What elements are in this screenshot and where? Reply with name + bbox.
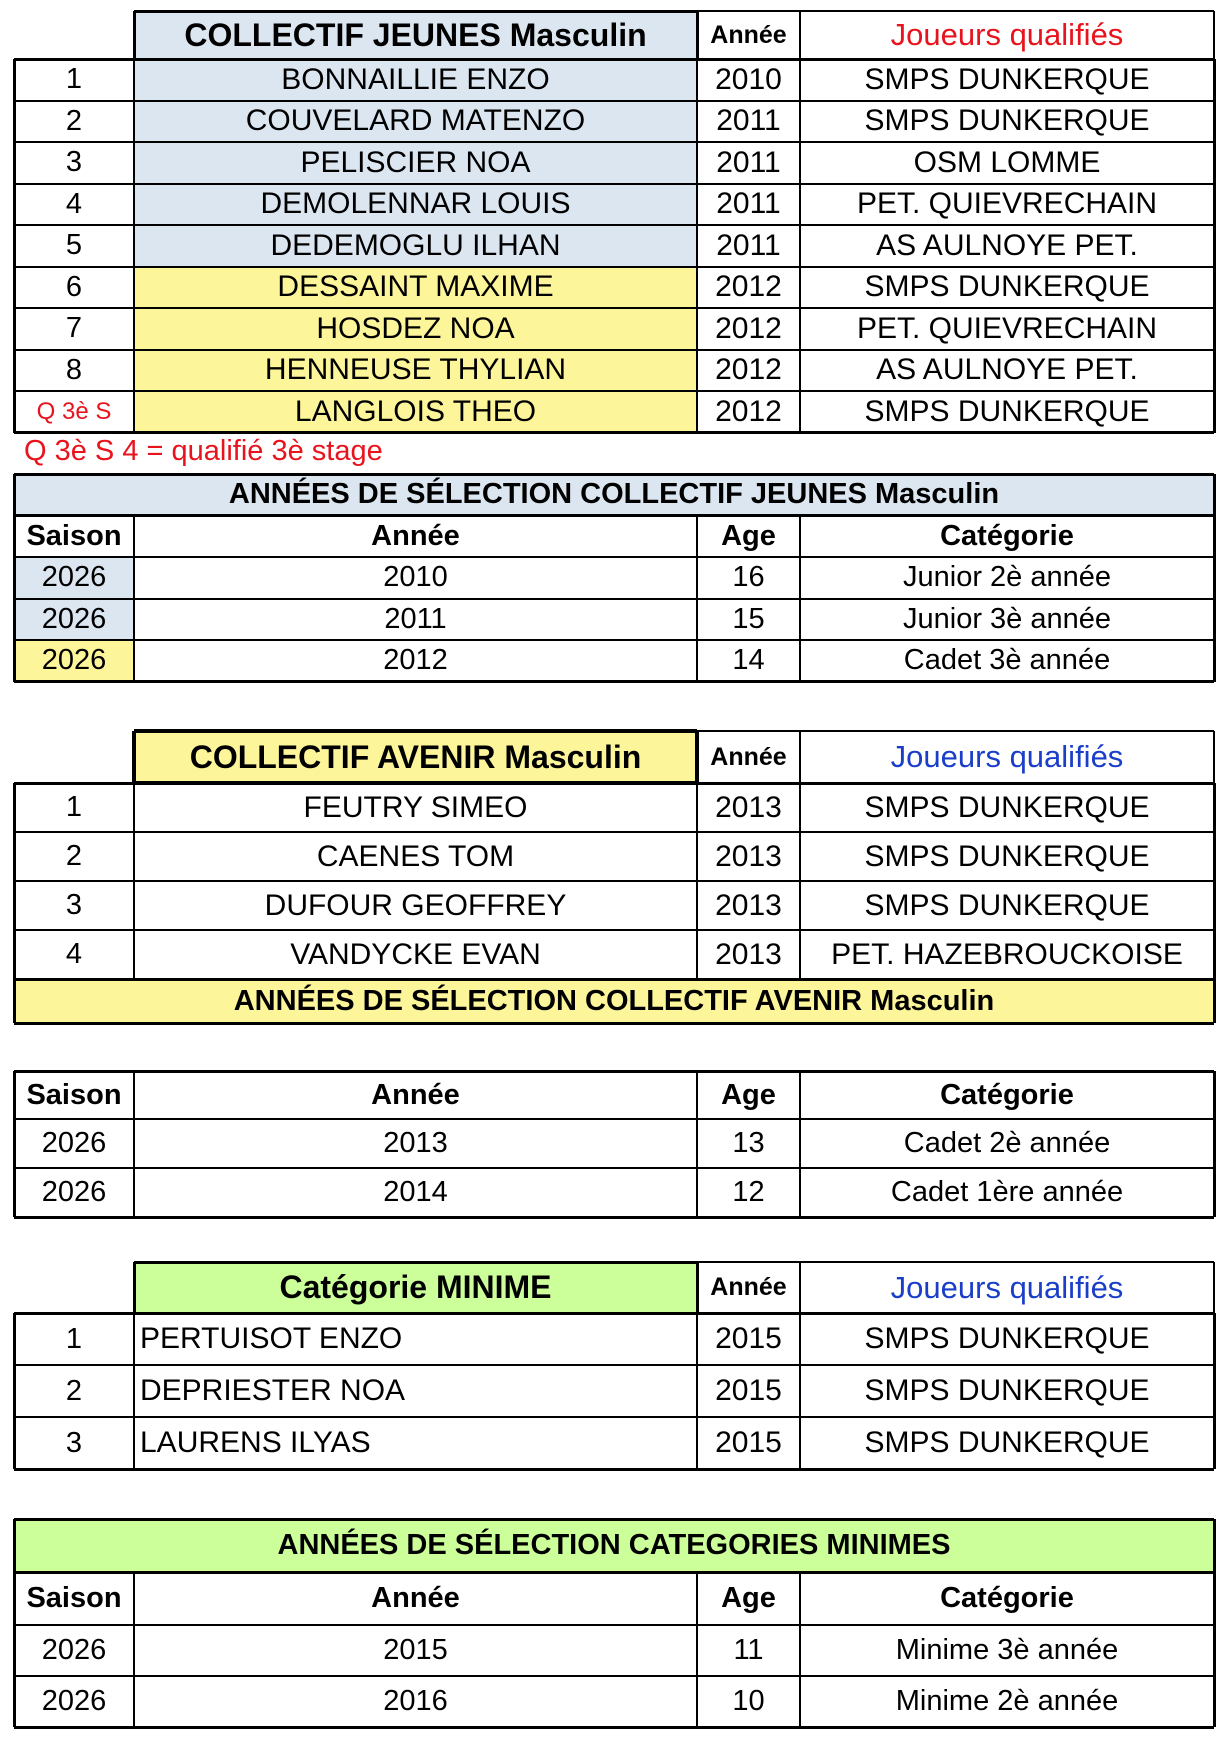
table-border: [14, 929, 1214, 931]
selection-age: 15: [732, 602, 765, 635]
table-border: [14, 1675, 1214, 1677]
player-rank: 3: [65, 889, 83, 921]
player-name: CAENES TOM: [316, 839, 515, 873]
selection-column-header: Année: [371, 519, 460, 552]
selection-category: Cadet 3è année: [903, 644, 1111, 677]
player-year: 2013: [715, 839, 782, 873]
player-year: 2010: [715, 62, 782, 96]
selection-column-header: Age: [721, 1078, 776, 1111]
player-club: SMPS DUNKERQUE: [864, 839, 1150, 873]
player-club: OSM LOMME: [913, 145, 1101, 179]
player-year: 2015: [715, 1322, 782, 1355]
table-border: [14, 1364, 1214, 1366]
table-border: [13, 1572, 16, 1727]
table-border: [132, 731, 136, 783]
table-border: [799, 11, 801, 59]
table-border: [1213, 731, 1215, 783]
player-club: SMPS DUNKERQUE: [864, 1426, 1150, 1459]
player-club: AS AULNOYE PET.: [876, 228, 1138, 262]
player-year: 2015: [715, 1426, 782, 1459]
player-club: PET. QUIEVRECHAIN: [856, 311, 1158, 345]
player-name: HOSDEZ NOA: [134, 308, 697, 350]
selection-column-header: Saison: [26, 519, 122, 552]
table-border: [1213, 1313, 1216, 1469]
table-border: [799, 59, 801, 433]
player-year: 2015: [715, 1374, 782, 1407]
table-border: [1213, 474, 1216, 515]
year-column-header: Année: [710, 742, 787, 771]
selection-age: 12: [732, 1176, 765, 1208]
player-name: DEMOLENNAR LOUIS: [134, 184, 697, 226]
selection-column-header: Catégorie: [940, 1078, 1074, 1111]
table-border: [697, 1261, 1214, 1263]
selection-season: 2026: [41, 1127, 107, 1159]
table-border: [14, 1167, 1214, 1169]
selection-category: Minime 3è année: [895, 1634, 1119, 1666]
player-club: SMPS DUNKERQUE: [864, 62, 1150, 96]
table-border: [13, 1519, 16, 1572]
year-column-header: Année: [710, 20, 787, 49]
player-name: LANGLOIS THEO: [134, 391, 697, 433]
table-border: [134, 1261, 697, 1264]
table-border: [696, 59, 698, 433]
player-year: 2013: [715, 888, 782, 922]
table-border: [1213, 1519, 1216, 1572]
player-club: SMPS DUNKERQUE: [864, 270, 1150, 304]
table-border: [14, 598, 1214, 600]
table-border: [14, 100, 1214, 102]
minime-title: Catégorie MINIME: [134, 1262, 697, 1313]
player-name: DEPRIESTER NOA: [140, 1374, 406, 1407]
selection-category: Minime 2è année: [895, 1685, 1119, 1717]
table-border: [799, 731, 801, 783]
table-border: [133, 515, 135, 682]
selection-year: 2016: [383, 1685, 448, 1717]
selection-season: 2026: [41, 1176, 107, 1208]
table-border: [13, 1071, 16, 1217]
minime-selection-title: ANNÉES DE SÉLECTION CATEGORIES MINIMES: [14, 1519, 1214, 1572]
player-rank: 8: [65, 353, 83, 386]
table-border: [133, 1071, 135, 1217]
table-border: [134, 729, 697, 733]
table-border: [1213, 783, 1216, 979]
table-border: [13, 515, 16, 682]
table-border: [697, 10, 1214, 12]
table-border: [1213, 515, 1216, 682]
selection-category: Cadet 1ère année: [890, 1176, 1124, 1208]
table-border: [133, 11, 136, 59]
jeunes-title: COLLECTIF JEUNES Masculin: [134, 11, 697, 59]
player-rank: 2: [65, 840, 83, 872]
player-year: 2012: [715, 394, 782, 428]
player-name: PERTUISOT ENZO: [140, 1322, 403, 1355]
table-border: [14, 1571, 1214, 1574]
table-border: [13, 783, 16, 979]
table-border: [133, 59, 135, 433]
player-rank: 2: [65, 104, 83, 137]
player-name: VANDYCKE EVAN: [290, 937, 541, 971]
selection-season: 2026: [14, 640, 134, 682]
selection-year: 2011: [384, 602, 447, 635]
player-club: PET. QUIEVRECHAIN: [856, 187, 1158, 221]
table-border: [13, 979, 16, 1023]
player-rank: 5: [65, 229, 83, 262]
player-rank: 4: [65, 938, 83, 970]
player-rank: 7: [65, 312, 83, 345]
avenir-title: COLLECTIF AVENIR Masculin: [134, 731, 697, 783]
selection-year: 2012: [383, 644, 448, 677]
table-border: [14, 556, 1214, 558]
table-border: [1213, 11, 1215, 59]
table-border: [1213, 979, 1216, 1023]
table-border: [1213, 59, 1216, 433]
table-border: [696, 1572, 698, 1727]
selection-category: Cadet 2è année: [903, 1127, 1111, 1159]
player-name: PELISCIER NOA: [134, 142, 697, 184]
player-name: DUFOUR GEOFFREY: [264, 888, 567, 922]
table-border: [799, 1071, 801, 1217]
table-border: [695, 731, 699, 783]
table-border: [1213, 1071, 1216, 1217]
selection-column-header: Année: [371, 1078, 460, 1111]
player-name: DESSAINT MAXIME: [134, 267, 697, 309]
player-year: 2012: [715, 270, 782, 304]
table-border: [696, 1071, 698, 1217]
player-name: HENNEUSE THYLIAN: [134, 350, 697, 392]
selection-age: 10: [732, 1685, 765, 1717]
table-border: [133, 1572, 135, 1727]
table-border: [14, 141, 1214, 143]
selection-category: Junior 3è année: [903, 602, 1111, 635]
table-border: [133, 783, 135, 979]
table-border: [13, 59, 16, 433]
table-border: [799, 1262, 801, 1313]
player-club: SMPS DUNKERQUE: [864, 790, 1150, 824]
table-border: [1213, 1262, 1215, 1313]
selection-column-header: Catégorie: [940, 1582, 1074, 1614]
player-name: LAURENS ILYAS: [140, 1426, 371, 1459]
table-border: [14, 307, 1214, 309]
table-border: [14, 349, 1214, 351]
selection-year: 2014: [383, 1176, 448, 1208]
table-border: [14, 224, 1214, 226]
table-border: [696, 1313, 698, 1469]
table-border: [14, 514, 1214, 517]
player-club: SMPS DUNKERQUE: [864, 394, 1150, 428]
player-year: 2011: [716, 187, 781, 221]
qualified-players-header: Joueurs qualifiés: [890, 17, 1124, 52]
selection-year: 2013: [383, 1127, 448, 1159]
player-rank: 2: [65, 1374, 83, 1407]
player-club: SMPS DUNKERQUE: [864, 888, 1150, 922]
table-border: [133, 1313, 135, 1469]
selection-season: 2026: [14, 557, 134, 599]
qualification-note: Q 3è S 4 = qualifié 3è stage: [24, 434, 383, 467]
table-border: [799, 1572, 801, 1727]
avenir-selection-title: ANNÉES DE SÉLECTION COLLECTIF AVENIR Masculin: [14, 979, 1214, 1023]
selection-season: 2026: [41, 1634, 107, 1666]
table-border: [13, 474, 16, 515]
player-year: 2012: [715, 311, 782, 345]
player-name: DEDEMOGLU ILHAN: [134, 225, 697, 267]
table-border: [14, 1468, 1214, 1471]
player-year: 2013: [715, 937, 782, 971]
selection-column-header: Age: [721, 519, 776, 552]
qualified-players-header: Joueurs qualifiés: [890, 1269, 1124, 1305]
table-border: [696, 1262, 699, 1313]
selection-column-header: Catégorie: [940, 519, 1074, 552]
table-border: [799, 1313, 801, 1469]
selection-age: 16: [732, 561, 765, 594]
table-border: [14, 1118, 1214, 1120]
player-rank: Q 3è S: [36, 397, 112, 425]
table-border: [1213, 1572, 1216, 1727]
qualified-players-header: Joueurs qualifiés: [890, 739, 1124, 774]
player-club: SMPS DUNKERQUE: [864, 1374, 1150, 1407]
table-border: [14, 831, 1214, 833]
table-border: [696, 783, 698, 979]
year-column-header: Année: [710, 1273, 787, 1301]
table-border: [14, 880, 1214, 882]
table-border: [14, 473, 1214, 476]
table-border: [799, 515, 801, 682]
selection-column-header: Année: [371, 1582, 460, 1614]
selection-age: 14: [732, 644, 765, 677]
table-border: [14, 390, 1214, 392]
table-border: [14, 1624, 1214, 1626]
table-border: [14, 58, 1214, 61]
selection-season: 2026: [41, 1685, 107, 1717]
table-border: [696, 515, 698, 682]
table-border: [14, 1022, 1214, 1025]
selection-column-header: Age: [721, 1582, 776, 1614]
table-border: [697, 730, 1214, 732]
player-rank: 1: [65, 791, 83, 823]
player-rank: 1: [65, 63, 83, 96]
player-club: SMPS DUNKERQUE: [864, 104, 1150, 138]
player-name: BONNAILLIE ENZO: [134, 59, 697, 101]
table-border: [14, 266, 1214, 268]
player-club: SMPS DUNKERQUE: [864, 1322, 1150, 1355]
player-rank: 1: [65, 1322, 83, 1355]
player-year: 2011: [716, 145, 781, 179]
player-year: 2013: [715, 790, 782, 824]
table-border: [14, 1518, 1214, 1521]
table-border: [14, 782, 1214, 785]
player-year: 2011: [716, 104, 781, 138]
player-year: 2012: [715, 353, 782, 387]
player-rank: 6: [65, 270, 83, 303]
table-border: [133, 1262, 136, 1313]
table-border: [14, 1416, 1214, 1418]
table-border: [14, 1312, 1214, 1315]
selection-age: 13: [732, 1127, 765, 1159]
jeunes-selection-title: ANNÉES DE SÉLECTION COLLECTIF JEUNES Masculin: [14, 474, 1214, 515]
player-club: PET. HAZEBROUCKOISE: [831, 937, 1183, 971]
selection-age: 11: [733, 1634, 764, 1666]
player-rank: 3: [65, 1426, 83, 1459]
table-border: [14, 978, 1214, 981]
table-border: [134, 10, 697, 13]
selection-column-header: Saison: [26, 1582, 122, 1614]
selection-category: Junior 2è année: [903, 561, 1111, 594]
table-border: [13, 1313, 16, 1469]
player-name: FEUTRY SIMEO: [303, 790, 528, 824]
table-border: [14, 1726, 1214, 1729]
table-border: [14, 639, 1214, 641]
table-border: [696, 11, 699, 59]
player-club: AS AULNOYE PET.: [876, 353, 1138, 387]
selection-year: 2015: [383, 1634, 448, 1666]
selection-column-header: Saison: [26, 1078, 122, 1111]
selection-year: 2010: [383, 561, 448, 594]
table-border: [14, 183, 1214, 185]
player-name: COUVELARD MATENZO: [134, 101, 697, 143]
table-border: [14, 1216, 1214, 1219]
table-border: [799, 783, 801, 979]
table-border: [14, 1070, 1214, 1073]
player-rank: 4: [65, 187, 83, 220]
table-border: [14, 680, 1214, 683]
player-year: 2011: [716, 228, 781, 262]
selection-season: 2026: [14, 599, 134, 641]
player-rank: 3: [65, 146, 83, 179]
